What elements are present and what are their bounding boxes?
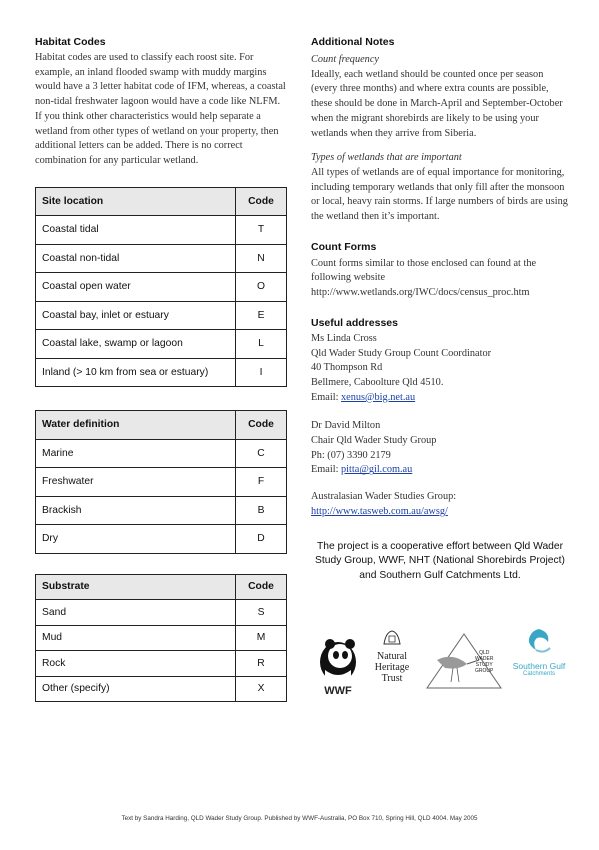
project-statement xyxy=(311,540,569,584)
right-column xyxy=(311,36,569,583)
table-row xyxy=(36,651,287,677)
table-row xyxy=(36,600,287,626)
qwsg-line: WADER xyxy=(475,656,494,662)
row-code: M xyxy=(236,625,287,651)
table-row xyxy=(36,439,287,468)
row-code: D xyxy=(236,525,287,554)
sgc-logo xyxy=(507,626,571,686)
column-header: Site location xyxy=(36,187,236,216)
row-label: Coastal non-tidal xyxy=(36,244,236,273)
footer-credit: Text by Sandra Harding, QLD Wader Study Group. Published by WWF-Australia, PO Box 710, Spring Hill, QLD 4004. May 2005 xyxy=(121,815,478,822)
qwsg-line: STUDY xyxy=(475,662,493,668)
table-row xyxy=(36,468,287,497)
column-header: Code xyxy=(236,187,287,216)
count-forms-body: Count forms similar to those enclosed can found at the following website xyxy=(311,257,537,284)
row-code: T xyxy=(236,216,287,245)
contact-role: Chair Qld Wader Study Group xyxy=(311,435,437,447)
table-header-row xyxy=(36,411,287,440)
contact-david-milton xyxy=(311,419,569,478)
nht-line: Heritage xyxy=(374,662,410,673)
contact-role: Qld Wader Study Group Count Coordinator xyxy=(311,347,492,359)
project-line: and Southern Gulf Catchments Ltd. xyxy=(359,569,521,581)
count-forms-heading: Count Forms xyxy=(311,240,377,253)
table-row xyxy=(36,525,287,554)
column-header: Substrate xyxy=(36,574,236,600)
wave-swirl-icon xyxy=(524,626,554,656)
table-row xyxy=(36,625,287,651)
row-label: Brackish xyxy=(36,496,236,525)
qwsg-logo xyxy=(423,630,505,692)
count-frequency-body: Ideally, each wetland should be counted once per season (every three months) and where extra counts are possible, these should be done in March-April and September-October when the migrant shorebirds are likely to be using your wetlands when they arrive from Siberia. xyxy=(311,68,563,139)
row-label: Coastal bay, inlet or estuary xyxy=(36,301,236,330)
contact-phone: Ph: (07) 3390 2179 xyxy=(311,449,391,461)
table-row xyxy=(36,676,287,702)
email-label: Email: xyxy=(311,464,342,476)
email-link[interactable]: xenus@big.net.au xyxy=(341,391,416,403)
wwf-logo xyxy=(315,636,361,696)
wetland-types-body: All types of wetlands are of equal importance for monitoring, including temporary wetlands that only fill after the monsoon or local, heavy rain storms. If large numbers of birds are using the wetland then it’s important. xyxy=(311,166,568,223)
row-code: X xyxy=(236,676,287,702)
email-label: Email: xyxy=(311,391,342,403)
row-label: Dry xyxy=(36,525,236,554)
row-code: I xyxy=(236,358,287,387)
sgc-line: Catchments xyxy=(522,671,555,677)
table-row xyxy=(36,330,287,359)
table-header-row xyxy=(36,187,287,216)
column-header: Code xyxy=(236,574,287,600)
email-link[interactable]: pitta@gil.com.au xyxy=(341,464,413,476)
qwsg-line: GROUP xyxy=(475,668,494,674)
contact-linda-cross xyxy=(311,332,569,406)
row-label: Inland (> 10 km from sea or estuary) xyxy=(36,358,236,387)
sgc-line: Southern Gulf xyxy=(512,661,566,671)
row-label: Rock xyxy=(36,651,236,677)
contact-town: Bellmere, Caboolture Qld 4510. xyxy=(311,376,444,388)
substrate-table xyxy=(35,574,287,703)
row-code: C xyxy=(236,439,287,468)
aws-url-line xyxy=(311,505,569,520)
table-row xyxy=(36,216,287,245)
panda-icon xyxy=(315,636,361,684)
water-definition-table xyxy=(35,410,287,554)
qwsg-line: QLD xyxy=(479,650,490,656)
coat-of-arms-icon xyxy=(380,628,404,646)
contact-name: Ms Linda Cross xyxy=(311,332,377,344)
column-header: Water definition xyxy=(36,411,236,440)
left-column xyxy=(35,36,287,702)
contact-email-line xyxy=(311,463,569,478)
row-label: Freshwater xyxy=(36,468,236,497)
column-header: Code xyxy=(236,411,287,440)
count-forms-url: http://www.wetlands.org/IWC/docs/census_proc.htm xyxy=(311,287,530,299)
table-row xyxy=(36,244,287,273)
row-label: Coastal tidal xyxy=(36,216,236,245)
row-code: N xyxy=(236,244,287,273)
wetland-types-title: Types of wetlands that are important xyxy=(311,152,462,164)
table-row xyxy=(36,273,287,302)
aws-label: Australasian Wader Studies Group: xyxy=(311,491,457,503)
wwf-text: WWF xyxy=(324,685,352,697)
addresses-heading: Useful addresses xyxy=(311,316,398,329)
qwsg-text xyxy=(475,650,493,674)
project-line: The project is a cooperative effort between Qld Wader xyxy=(316,540,564,552)
row-code: L xyxy=(236,330,287,359)
row-label: Other (specify) xyxy=(36,676,236,702)
count-frequency-title: Count frequency xyxy=(311,54,379,65)
habitat-heading: Habitat Codes xyxy=(35,36,106,48)
row-label: Marine xyxy=(36,439,236,468)
row-code: F xyxy=(236,468,287,497)
nht-logo xyxy=(369,628,415,698)
row-label: Coastal lake, swamp or lagoon xyxy=(36,330,236,359)
nht-line: Trust xyxy=(381,673,403,684)
habitat-body: Habitat codes are used to classify each roost site. For example, an inland flooded swamp with muddy margins would have a 3 letter habitat code of IFM, whereas, a coastal non-tidal freshwater lagoon would have a code like NLFM. If you think other characteristics would help separate a wetland from other types of wetland on your property, then additional letters can be added. There is no correct combination for any particular wetland. xyxy=(35,52,286,166)
contact-email-line xyxy=(311,391,569,406)
site-location-table xyxy=(35,187,287,388)
table-header-row xyxy=(36,574,287,600)
project-line: Study Group, WWF, NHT (National Shorebirds Project) xyxy=(315,555,565,567)
notes-heading: Additional Notes xyxy=(311,36,395,48)
aws-link[interactable]: http://www.tasweb.com.au/awsg/ xyxy=(311,505,448,517)
contact-name: Dr David Milton xyxy=(311,420,381,432)
row-code: O xyxy=(236,273,287,302)
row-label: Coastal open water xyxy=(36,273,236,302)
row-code: E xyxy=(236,301,287,330)
partner-logos xyxy=(311,626,573,701)
row-label: Mud xyxy=(36,625,236,651)
contact-street: 40 Thompson Rd xyxy=(311,362,383,374)
table-row xyxy=(36,301,287,330)
row-label: Sand xyxy=(36,600,236,626)
table-row xyxy=(36,496,287,525)
row-code: R xyxy=(236,651,287,677)
row-code: S xyxy=(236,600,287,626)
nht-line: Natural xyxy=(377,651,407,662)
table-row xyxy=(36,358,287,387)
row-code: B xyxy=(236,496,287,525)
